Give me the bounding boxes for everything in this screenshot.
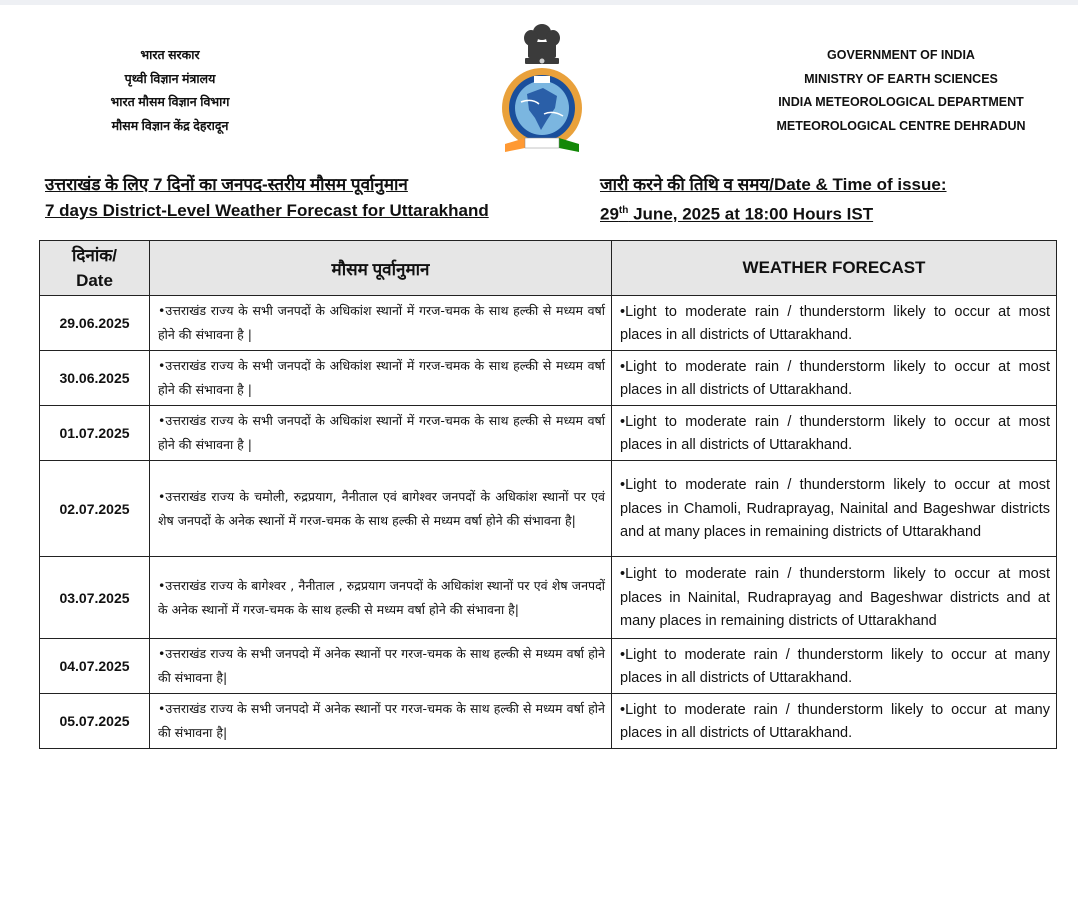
lion-capital-icon (524, 24, 560, 64)
row-date: 05.07.2025 (40, 694, 150, 749)
header-english-line: MINISTRY OF EARTH SCIENCES (804, 71, 998, 86)
row-date: 03.07.2025 (40, 557, 150, 639)
table-row (40, 461, 1057, 557)
header-hindi-line: भारत मौसम विज्ञान विभाग (110, 95, 230, 109)
header-hindi (70, 44, 270, 138)
row-forecast-hindi: •उत्तराखंड राज्य के सभी जनपदों के अधिकांश स्थानों में गरज-चमक के साथ हल्की से मध्यम वर्षा होने की संभावना है | (150, 351, 612, 406)
row-date: 29.06.2025 (40, 296, 150, 351)
issue-label: जारी करने की तिथि व समय/Date & Time of issue: (600, 175, 947, 194)
header-hindi-line: मौसम विज्ञान केंद्र देहरादून (111, 118, 229, 133)
forecast-table (39, 240, 1057, 749)
header-english-line: METEOROLOGICAL CENTRE DEHRADUN (776, 118, 1026, 133)
header-date-hindi: दिनांक/ (71, 246, 118, 265)
row-date: 30.06.2025 (40, 351, 150, 406)
header-forecast-english: WEATHER FORECAST (612, 241, 1057, 296)
row-forecast-english: •Light to moderate rain / thunderstorm likely to occur at many places in all districts of Uttarakhand. (612, 694, 1057, 749)
header-forecast-hindi: मौसम पूर्वानुमान (150, 241, 612, 296)
row-forecast-hindi: •उत्तराखंड राज्य के सभी जनपदो में अनेक स्थानों पर गरज-चमक के साथ हल्की से मध्यम वर्षा होने की संभावना है| (150, 694, 612, 749)
table-row (40, 694, 1057, 749)
table-row (40, 296, 1057, 351)
table-row (40, 406, 1057, 461)
issue-day: 29 (600, 204, 619, 224)
imd-emblem-logo (497, 20, 587, 156)
row-forecast-english: •Light to moderate rain / thunderstorm likely to occur at most places in all districts of Uttarakhand. (612, 296, 1057, 351)
forecast-title (45, 172, 489, 224)
header-date (40, 241, 150, 296)
header-hindi-line: पृथ्वी विज्ञान मंत्रालय (124, 71, 216, 86)
row-forecast-english: •Light to moderate rain / thunderstorm likely to occur at many places in all districts of Uttarakhand. (612, 639, 1057, 694)
issue-datetime (600, 172, 947, 228)
row-forecast-english: •Light to moderate rain / thunderstorm likely to occur at most places in all districts of Uttarakhand. (612, 406, 1057, 461)
row-forecast-english: •Light to moderate rain / thunderstorm likely to occur at most places in all districts of Uttarakhand. (612, 351, 1057, 406)
header-english (770, 44, 1032, 138)
table-row (40, 639, 1057, 694)
row-date: 01.07.2025 (40, 406, 150, 461)
title-hindi: उत्तराखंड के लिए 7 दिनों का जनपद-स्तरीय मौसम पूर्वानुमान (45, 175, 408, 194)
issue-ordinal: th (618, 205, 629, 216)
row-forecast-hindi: •उत्तराखंड राज्य के सभी जनपदों के अधिकांश स्थानों में गरज-चमक के साथ हल्की से मध्यम वर्षा होने की संभावना है | (150, 406, 612, 461)
row-date: 02.07.2025 (40, 461, 150, 557)
row-forecast-hindi: •उत्तराखंड राज्य के चमोली, रुद्रप्रयाग, नैनीताल एवं बागेश्वर जनपदों के अधिकांश स्थानों पर एवं शेष जनपदों के अनेक स्थानों में गरज-चमक के साथ हल्की से मध्यम वर्षा होने की संभावना है| (150, 461, 612, 557)
header-date-english: Date (76, 271, 113, 290)
table-row (40, 557, 1057, 639)
row-forecast-hindi: •उत्तराखंड राज्य के सभी जनपदों के अधिकांश स्थानों में गरज-चमक के साथ हल्की से मध्यम वर्षा होने की संभावना है | (150, 296, 612, 351)
table-header-row (40, 241, 1057, 296)
header-english-line: GOVERNMENT OF INDIA (827, 48, 975, 62)
header-english-line: INDIA METEOROLOGICAL DEPARTMENT (778, 95, 1024, 109)
issue-value (600, 198, 947, 228)
row-forecast-hindi: •उत्तराखंड राज्य के बागेश्वर , नैनीताल , रुद्रप्रयाग जनपदों के अधिकांश स्थानों पर एवं शेष जनपदों के अनेक स्थानों में गरज-चमक के साथ हल्की से मध्यम वर्षा होने की संभावना है| (150, 557, 612, 639)
title-english: 7 days District-Level Weather Forecast for Uttarakhand (45, 201, 489, 220)
row-forecast-english: •Light to moderate rain / thunderstorm likely to occur at most places in Chamoli, Rudraprayag, Nainital and Bageshwar districts and at many places in remaining districts of Uttarakhand (612, 461, 1057, 557)
top-edge (0, 0, 1078, 5)
issue-rest: June, 2025 at 18:00 Hours IST (628, 204, 874, 224)
table-row (40, 351, 1057, 406)
header-hindi-line: भारत सरकार (140, 48, 200, 62)
row-date: 04.07.2025 (40, 639, 150, 694)
row-forecast-hindi: •उत्तराखंड राज्य के सभी जनपदो में अनेक स्थानों पर गरज-चमक के साथ हल्की से मध्यम वर्षा होने की संभावना है| (150, 639, 612, 694)
row-forecast-english: •Light to moderate rain / thunderstorm likely to occur at most places in Nainital, Rudraprayag and Bageshwar districts and at many places in remaining districts of Uttarakhand (612, 557, 1057, 639)
